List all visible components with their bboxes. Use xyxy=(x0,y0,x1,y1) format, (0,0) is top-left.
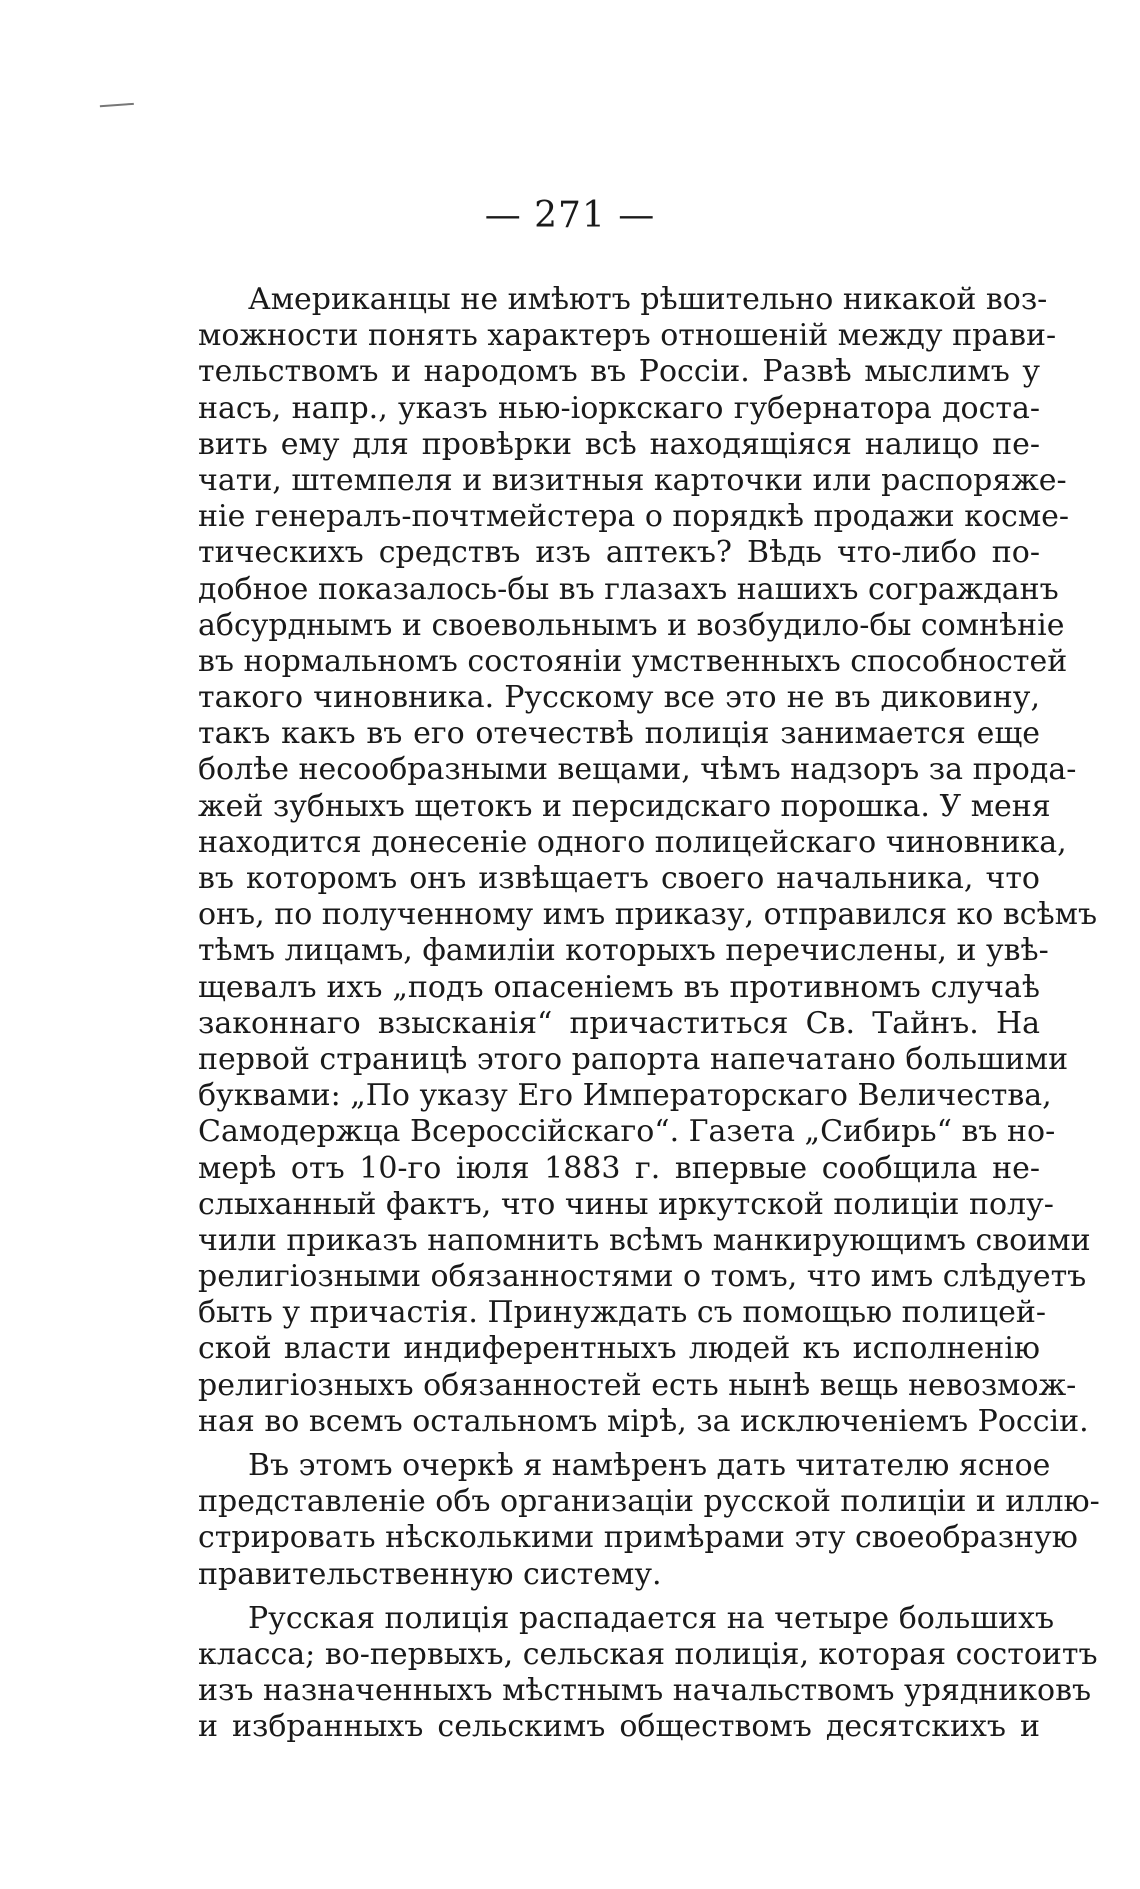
text-line: такого чиновника. Русскому все это не въ диковину, xyxy=(198,680,1040,716)
paragraph-gap xyxy=(198,1440,1040,1448)
text-line: щевалъ ихъ „подъ опасеніемъ въ противномъ случаѣ xyxy=(198,969,1040,1005)
text-line: стрировать нѣсколькими примѣрами эту своеобразную xyxy=(198,1520,1078,1556)
text-line: религіозныхъ обязанностей есть нынѣ вещь невозмож- xyxy=(198,1367,1077,1403)
text-line: въ нормальномъ состояніи умственныхъ способностей xyxy=(198,643,1068,679)
text-line: тельствомъ и народомъ въ Россіи. Развѣ мыслимъ у xyxy=(198,354,1040,390)
page-number: — 271 — xyxy=(484,195,656,236)
text-line: ная во всемъ остальномъ мірѣ, за исключеніемъ Россіи. xyxy=(198,1403,1089,1439)
text-line: законнаго взысканія“ причаститься Св. Тайнъ. На xyxy=(198,1005,1040,1041)
text-line: слыханный фактъ, что чины иркутской полиціи полу- xyxy=(198,1186,1054,1222)
text-line: религіозными обязанностями о томъ, что имъ слѣдуетъ xyxy=(198,1259,1087,1295)
text-line: находится донесеніе одного полицейскаго чиновника, xyxy=(198,824,1067,860)
text-line: Самодержца Всероссійскаго“. Газета „Сибирь“ въ но- xyxy=(198,1114,1056,1150)
text-line: абсурднымъ и своевольнымъ и возбудило-бы сомнѣніе xyxy=(198,607,1065,643)
text-line: Въ этомъ очеркѣ я намѣренъ дать читателю ясное xyxy=(248,1448,1051,1483)
text-line: изъ назначенныхъ мѣстнымъ начальствомъ урядниковъ xyxy=(198,1673,1092,1709)
text-line: класса; во-первыхъ, сельская полиція, которая состоитъ xyxy=(198,1636,1098,1672)
text-line: мерѣ отъ 10-го іюля 1883 г. впервые сообщила не- xyxy=(198,1150,1040,1186)
text-line: онъ, по полученному имъ приказу, отправился ко всѣмъ xyxy=(198,897,1098,933)
text-line: представленіе объ организаціи русской полиціи и иллю- xyxy=(198,1484,1100,1520)
text-line: буквами: „По указу Его Императорскаго Величества, xyxy=(198,1078,1052,1114)
paragraph-gap xyxy=(198,1593,1040,1601)
text-line: въ которомъ онъ извѣщаетъ своего начальника, что xyxy=(198,861,1040,896)
text-line: болѣе несообразными вещами, чѣмъ надзоръ за прода- xyxy=(198,752,1077,788)
body-text xyxy=(198,282,1100,1746)
text-line: и избранныхъ сельскимъ обществомъ десятскихъ и xyxy=(198,1709,1040,1745)
text-line: ской власти индиферентныхъ людей къ исполненію xyxy=(198,1331,1040,1367)
text-line: правительственную систему. xyxy=(198,1556,662,1592)
text-line: быть у причастія. Принуждать съ помощью полицей- xyxy=(198,1295,1046,1331)
text-line: чати, штемпеля и визитныя карточки или распоряже- xyxy=(198,462,1067,498)
text-line: Русская полиція распадается на четыре большихъ xyxy=(248,1600,1055,1636)
text-line: первой страницѣ этого рапорта напечатано большими xyxy=(198,1041,1069,1077)
text-line: жей зубныхъ щетокъ и персидскаго порошка. У меня xyxy=(198,788,1051,824)
text-line: такъ какъ въ его отечествѣ полиція занимается еще xyxy=(198,716,1040,752)
paragraph xyxy=(198,1600,1098,1746)
text-line: чили приказъ напомнить всѣмъ манкирующимъ своими xyxy=(198,1222,1091,1258)
text-line: ніе генералъ-почтмейстера о порядкѣ продажи косме- xyxy=(198,499,1070,535)
text-line: добное показалось-бы въ глазахъ нашихъ согражданъ xyxy=(198,571,1059,607)
text-line: тѣмъ лицамъ, фамиліи которыхъ перечислены, и увѣ- xyxy=(198,933,1049,969)
text-line: тическихъ средствъ изъ аптекъ? Вѣдь что-либо по- xyxy=(198,535,1040,571)
text-line: Американцы не имѣютъ рѣшительно никакой воз- xyxy=(248,282,1048,317)
paragraph xyxy=(198,1448,1100,1593)
corner-mark xyxy=(100,103,134,111)
text-line: можности понять характеръ отношеній между прави- xyxy=(198,318,1057,354)
text-line: вить ему для провѣрки всѣ находящіяся налицо пе- xyxy=(198,426,1040,462)
text-line: насъ, напр., указъ нью-іоркскаго губернатора доста- xyxy=(198,390,1040,426)
paragraph xyxy=(198,282,1098,1440)
